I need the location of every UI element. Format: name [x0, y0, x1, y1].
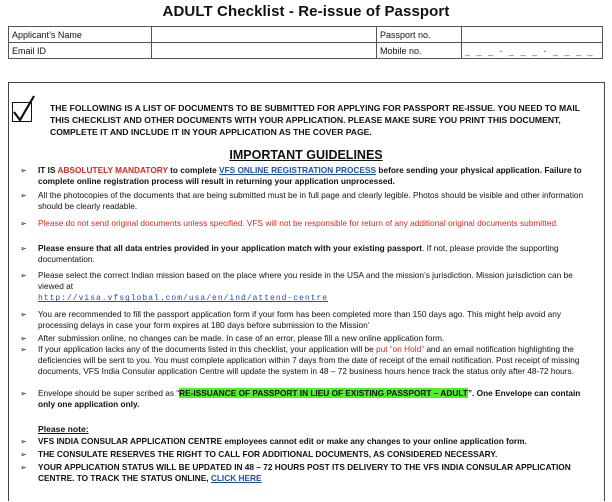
- item-recommend: You are recommended to fill the passport application form if your form has been completed more than 150 days ago. This might help avoid any processing delays in case your form expires at 180 days before submission to the Mission’: [38, 309, 561, 331]
- arrow-bullet-icon: ➢: [20, 219, 27, 228]
- arrow-bullet-icon: ➢: [20, 271, 27, 280]
- item-on-hold: If your application lacks any of the documents listed in this checklist, your application will be put “on Hold” and an email notification highlighting the deficiencies will be sent to you. You must complete application within 7 days from the date of receipt of the email notification. Post receipt of missing documents, VFS India Consular application Centre will update the system in 48 – 72 business hours hence track the status only after 48-72 hours.: [38, 344, 580, 377]
- arrow-bullet-icon: ➢: [20, 345, 27, 354]
- item-originals: Please do not send original documents unless specified. VFS will not be responsible for return of any additional original documents submitted.: [38, 218, 559, 228]
- arrow-bullet-icon: ➢: [20, 310, 27, 319]
- arrow-bullet-icon: ➢: [20, 191, 27, 200]
- click-here-link[interactable]: CLICK HERE: [210, 473, 262, 484]
- item-no-changes: After submission online, no changes can be made. In case of an error, please fill a new online application form.: [38, 333, 445, 343]
- email-field[interactable]: [152, 43, 377, 59]
- passport-no-field[interactable]: [462, 27, 603, 43]
- applicant-name-label: Applicant’s Name: [9, 27, 152, 43]
- item-mission: Please select the correct Indian mission based on the place where you reside in the USA and the mission’s jurisdiction. Mission jurisdiction can be viewed at http://visa.vfsglobal.com/usa/en/ind/attend-centre: [38, 270, 573, 304]
- arrow-bullet-icon: ➢: [20, 463, 27, 472]
- mission-url-link[interactable]: http://visa.vfsglobal.com/usa/en/ind/attend-centre: [38, 294, 329, 304]
- arrow-bullet-icon: ➢: [20, 450, 27, 459]
- item-data-match: Please ensure that all data entries provided in your application match with your existing passport. If not, please provide the supporting documentation.: [38, 243, 559, 265]
- applicant-name-field[interactable]: [152, 27, 377, 43]
- checkbox[interactable]: [12, 102, 32, 122]
- vfs-registration-link[interactable]: VFS ONLINE REGISTRATION PROCESS: [219, 165, 377, 175]
- page-title: ADULT Checklist - Re-issue of Passport: [162, 3, 450, 20]
- note-vfs-employees: VFS INDIA CONSULAR APPLICATION CENTRE employees cannot edit or make any changes to your online application form.: [38, 436, 527, 446]
- arrow-bullet-icon: ➢: [20, 437, 27, 446]
- mobile-no-field[interactable]: [462, 43, 603, 59]
- arrow-bullet-icon: ➢: [20, 389, 27, 398]
- envelope-highlight: RE-ISSUANCE OF PASSPORT IN LIEU OF EXISTING PASSPORT – ADULT: [179, 388, 468, 398]
- mobile-no-label: Mobile no.: [377, 43, 462, 59]
- email-label: Email ID: [9, 43, 152, 59]
- arrow-bullet-icon: ➢: [20, 334, 27, 343]
- arrow-bullet-icon: ➢: [20, 166, 27, 175]
- applicant-info-table: [8, 26, 603, 59]
- checkbox-check-icon: [11, 94, 37, 124]
- item-photocopies: All the photocopies of the documents that are being submitted must be in full page and clearly legible. Photos should be visible and other information should be clearly readable.: [38, 190, 584, 212]
- note-consulate-rights: THE CONSULATE RESERVES THE RIGHT TO CALL FOR ADDITIONAL DOCUMENTS, AS CONSIDERED NECESSARY.: [38, 449, 498, 459]
- arrow-bullet-icon: ➢: [20, 244, 27, 253]
- note-status-update: YOUR APPLICATION STATUS WILL BE UPDATED IN 48 – 72 HOURS POST ITS DELIVERY TO THE VFS INDIA CONSULAR APPLICATION CENTRE. TO TRACK THE STATUS ONLINE, CLICK HERE: [38, 462, 571, 484]
- please-note-heading: Please note:: [38, 424, 89, 434]
- item-mandatory: IT IS ABSOLUTELY MANDATORY to complete VFS ONLINE REGISTRATION PROCESS before sending your physical application. Failure to complete online registration process will result in returning your application unprocessed.: [38, 165, 582, 187]
- item-envelope: Envelope should be super scribed as “RE-ISSUANCE OF PASSPORT IN LIEU OF EXISTING PASSPORT – ADULT”. One Envelope can contain only one application only.: [38, 388, 581, 410]
- mobile-placeholder: _ _ _ - _ _ _ - _ _ _ _: [465, 45, 595, 56]
- passport-no-label: Passport no.: [377, 27, 462, 43]
- guidelines-heading: IMPORTANT GUIDELINES: [229, 148, 383, 162]
- intro-text: THE FOLLOWING IS A LIST OF DOCUMENTS TO BE SUBMITTED FOR APPLYING FOR PASSPORT RE-ISSUE. YOU NEED TO MAIL THIS CHECKLIST AND OTHER DOCUMENTS WITH YOUR APPLICATION. PLEASE MAKE SURE YOU PRINT THIS DOCUMENT, COMPLETE IT AND INCLUDE IT IN YOUR APPLICATION AS THE COVER PAGE.: [50, 103, 580, 137]
